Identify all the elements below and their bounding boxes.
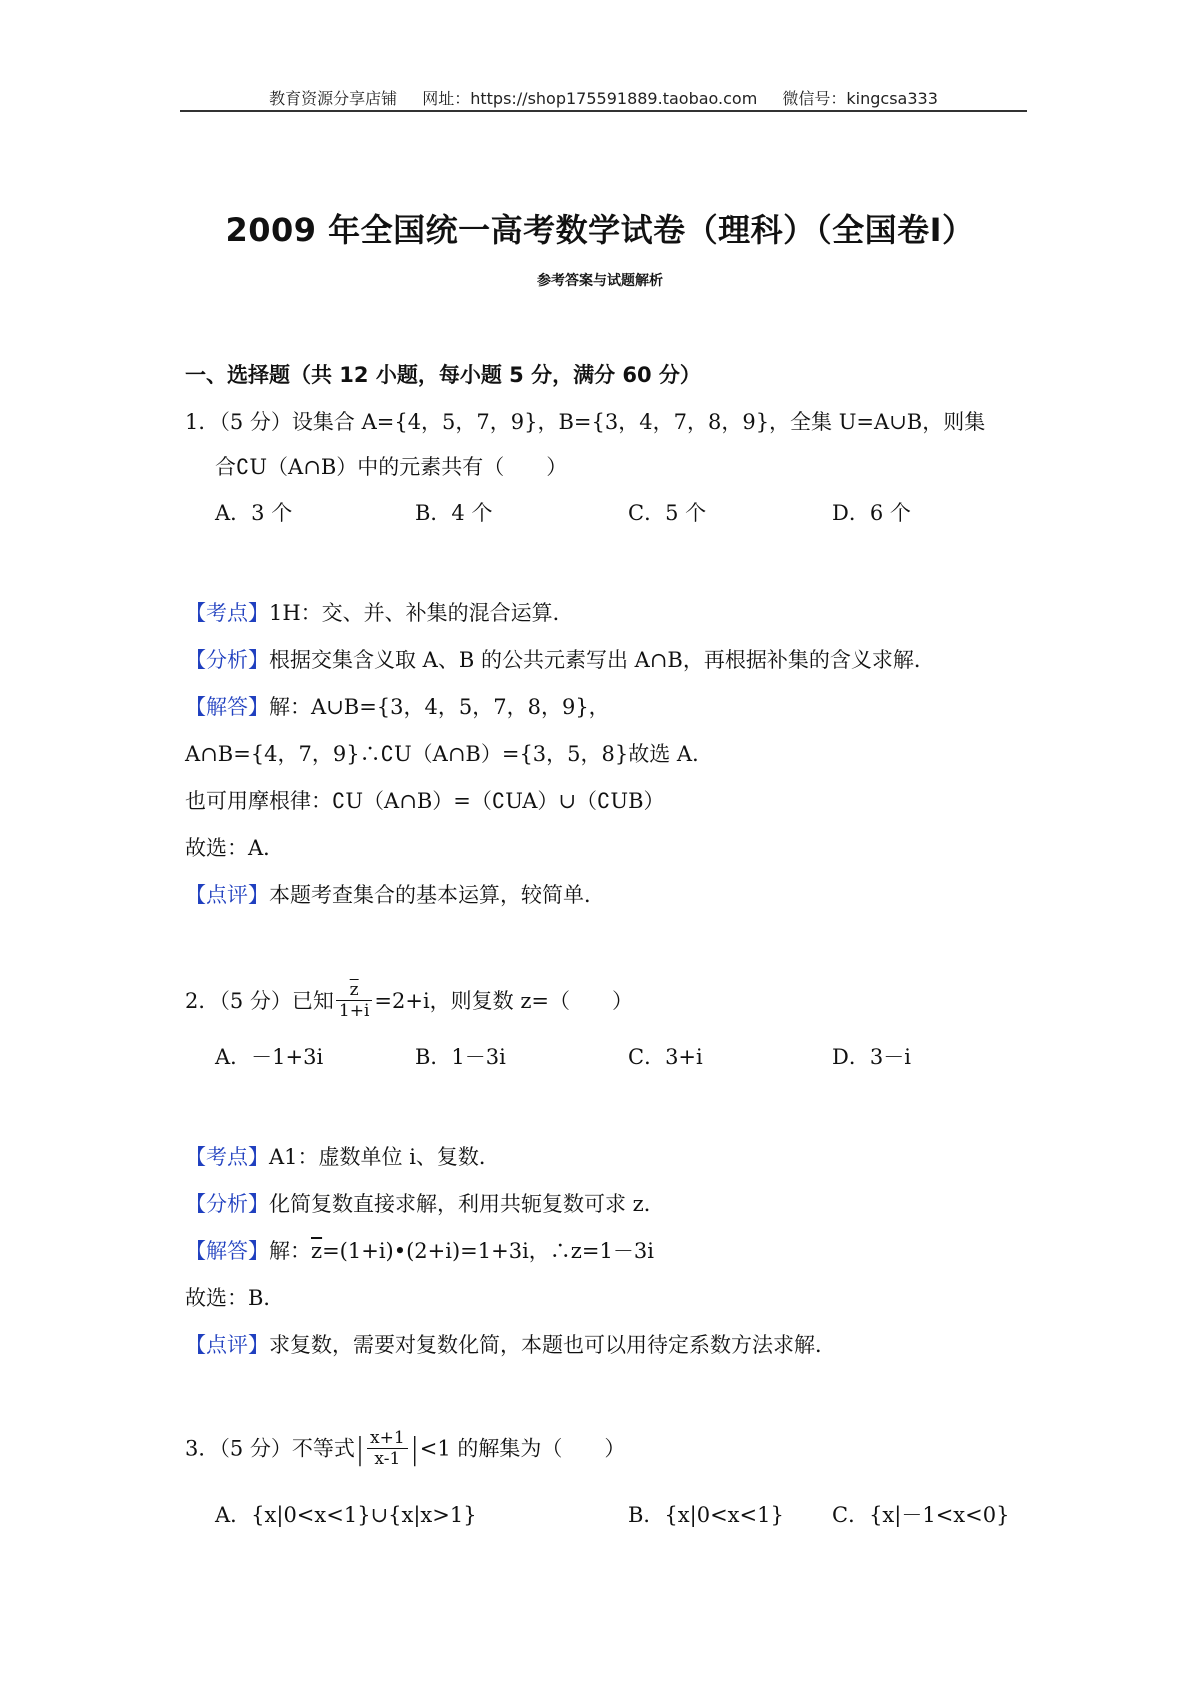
q2-jieda-line1: =(1+i)•(2+i)=1+3i，∴z=1－3i <box>322 1239 654 1263</box>
q1-dianping <box>185 880 605 910</box>
q2-dianping-text: 求复数，需要对复数化简，本题也可以用待定系数方法求解． <box>269 1333 836 1357</box>
q1-jieda-line4: 故选：A． <box>185 836 285 860</box>
jieda-tag: 【解答】 <box>185 1239 269 1263</box>
q2-jieda <box>185 1236 654 1266</box>
q3-option-c: C．{x|－1<x<0} <box>832 1503 1010 1527</box>
header-divider <box>180 110 1027 112</box>
q1-fenxi-text: 根据交集含义取 A、B 的公共元素写出 A∩B，再根据补集的含义求解． <box>269 648 935 672</box>
q2-option-c: C．3+i <box>628 1045 703 1069</box>
q2-frac-num: $\overline{z}$ <box>336 980 373 1001</box>
q2-kaodian <box>185 1142 500 1172</box>
q3-option-b: B．{x|0<x<1} <box>628 1503 784 1527</box>
q1-fenxi <box>185 645 935 675</box>
q1-jieda-line2: A∩B={4，7，9}∴∁U（A∩B）={3，5，8}故选 A． <box>185 742 714 766</box>
q3-stem-post: <1 的解集为（ ） <box>419 1436 626 1461</box>
header-wechat: 微信号：kingcsa333 <box>782 89 938 108</box>
q2-zbar: $\overline{z}$ <box>311 1239 323 1263</box>
doc-subtitle: 参考答案与试题解析 <box>537 273 663 289</box>
q2-stem-post: =2+i，则复数 z=（ ） <box>374 989 634 1013</box>
q3-stem-pre: 3．（5 分）不等式 <box>185 1436 355 1461</box>
section-heading: 一、选择题（共 12 小题，每小题 5 分，满分 60 分） <box>185 363 701 387</box>
fenxi-tag: 【分析】 <box>185 648 269 672</box>
q1-kaodian-text: 1H：交、并、补集的混合运算． <box>269 601 574 625</box>
kaodian-tag: 【考点】 <box>185 601 269 625</box>
q2-fenxi <box>185 1189 665 1219</box>
q2-jieda-pre: 解： <box>269 1239 311 1263</box>
q2-option-a: A．－1+3i <box>215 1045 324 1069</box>
abs-left-bar: | <box>354 1432 366 1467</box>
q2-fenxi-text: 化简复数直接求解，利用共轭复数可求 z． <box>269 1192 665 1216</box>
fenxi-tag: 【分析】 <box>185 1192 269 1216</box>
kaodian-tag: 【考点】 <box>185 1145 269 1169</box>
q2-stem <box>185 982 633 1023</box>
q1-option-b: B．4 个 <box>415 501 493 525</box>
q1-jieda-line3: 也可用摩根律：∁U（A∩B）=（∁UA）∪（∁UB） <box>185 789 665 813</box>
q2-dianping <box>185 1330 836 1360</box>
q3-fraction <box>367 1428 408 1469</box>
q3-frac-den: x-1 <box>374 1448 401 1469</box>
q1-option-c: C．5 个 <box>628 501 707 525</box>
dianping-tag: 【点评】 <box>185 883 269 907</box>
q2-stem-pre: 2．（5 分）已知 <box>185 989 334 1013</box>
q3-frac-num: x+1 <box>367 1428 408 1449</box>
q2-frac-den: 1+i <box>338 1001 370 1021</box>
q1-kaodian <box>185 598 574 628</box>
q3-option-a: A．{x|0<x<1}∪{x|x>1} <box>215 1503 477 1527</box>
page-header <box>180 86 1027 109</box>
abs-right-bar: | <box>409 1432 420 1467</box>
q2-jieda-line2: 故选：B． <box>185 1286 285 1310</box>
dianping-tag: 【点评】 <box>185 1333 269 1357</box>
q1-stem-line2: 合∁U（A∩B）中的元素共有（ ） <box>215 455 568 479</box>
q1-dianping-text: 本题考查集合的基本运算，较简单． <box>269 883 605 907</box>
doc-title: 2009 年全国统一高考数学试卷（理科）（全国卷Ⅰ） <box>225 211 975 249</box>
q1-stem-line1: 1．（5 分）设集合 A={4，5，7，9}，B={3，4，7，8，9}，全集 U=A∪B，则集 <box>185 410 986 434</box>
q2-kaodian-text: A1：虚数单位 i、复数． <box>269 1145 500 1169</box>
q1-jieda <box>185 692 610 722</box>
header-site: 网址：https://shop175591889.taobao.com <box>422 89 758 108</box>
header-shop: 教育资源分享店铺 <box>269 89 398 108</box>
jieda-tag: 【解答】 <box>185 695 269 719</box>
q1-jieda-line1: 解：A∪B={3，4，5，7，8，9}， <box>269 695 610 719</box>
q2-option-b: B．1－3i <box>415 1045 506 1069</box>
q2-option-d: D．3－i <box>832 1045 911 1069</box>
q1-option-a: A．3 个 <box>215 501 293 525</box>
q3-stem <box>185 1428 625 1472</box>
q1-option-d: D．6 个 <box>832 501 911 525</box>
q2-fraction <box>336 980 373 1021</box>
